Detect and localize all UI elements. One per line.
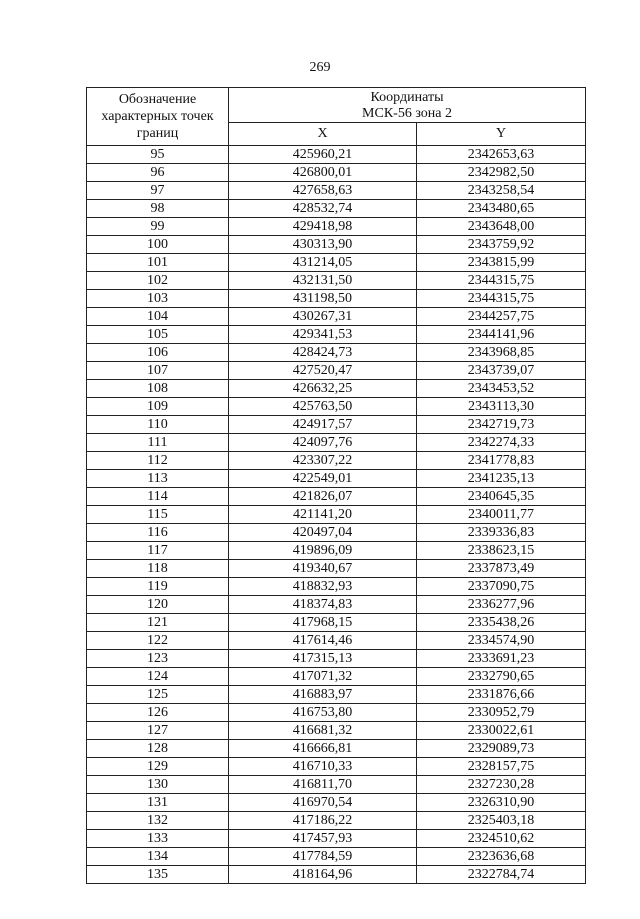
x-coordinate-cell: 416753,80 (229, 704, 417, 722)
point-number-cell: 110 (87, 416, 229, 434)
y-coordinate-cell: 2344257,75 (417, 308, 586, 326)
table-row (87, 398, 586, 416)
point-number-cell: 134 (87, 848, 229, 866)
y-coordinate-cell: 2337090,75 (417, 578, 586, 596)
point-number-cell: 113 (87, 470, 229, 488)
table-row (87, 668, 586, 686)
x-coordinate-cell: 416710,33 (229, 758, 417, 776)
point-number-cell: 102 (87, 272, 229, 290)
table-row (87, 542, 586, 560)
x-coordinate-cell: 421826,07 (229, 488, 417, 506)
y-coordinate-cell: 2340645,35 (417, 488, 586, 506)
y-coordinate-cell: 2337873,49 (417, 560, 586, 578)
table-row (87, 776, 586, 794)
x-coordinate-cell: 428532,74 (229, 200, 417, 218)
header-x: X (229, 123, 417, 146)
y-coordinate-cell: 2343739,07 (417, 362, 586, 380)
y-coordinate-cell: 2343815,99 (417, 254, 586, 272)
x-coordinate-cell: 424097,76 (229, 434, 417, 452)
point-number-cell: 111 (87, 434, 229, 452)
point-number-cell: 130 (87, 776, 229, 794)
x-coordinate-cell: 423307,22 (229, 452, 417, 470)
table-row (87, 218, 586, 236)
table-row (87, 146, 586, 164)
point-number-cell: 104 (87, 308, 229, 326)
table-row (87, 704, 586, 722)
table-row (87, 416, 586, 434)
point-number-cell: 112 (87, 452, 229, 470)
x-coordinate-cell: 417315,13 (229, 650, 417, 668)
y-coordinate-cell: 2342982,50 (417, 164, 586, 182)
x-coordinate-cell: 416811,70 (229, 776, 417, 794)
y-coordinate-cell: 2324510,62 (417, 830, 586, 848)
point-number-cell: 95 (87, 146, 229, 164)
table-row (87, 794, 586, 812)
table-row (87, 758, 586, 776)
point-number-cell: 132 (87, 812, 229, 830)
point-number-cell: 109 (87, 398, 229, 416)
y-coordinate-cell: 2344315,75 (417, 290, 586, 308)
x-coordinate-cell: 430267,31 (229, 308, 417, 326)
x-coordinate-cell: 424917,57 (229, 416, 417, 434)
table-row (87, 488, 586, 506)
header-y: Y (417, 123, 586, 146)
table-row (87, 200, 586, 218)
table-row (87, 848, 586, 866)
table-row (87, 290, 586, 308)
point-number-cell: 115 (87, 506, 229, 524)
table-row (87, 722, 586, 740)
table-row (87, 812, 586, 830)
table-row (87, 830, 586, 848)
table-row (87, 632, 586, 650)
y-coordinate-cell: 2330952,79 (417, 704, 586, 722)
point-number-cell: 118 (87, 560, 229, 578)
header-designation: Обозначение характерных точек границ (87, 88, 229, 146)
table-row (87, 866, 586, 884)
point-number-cell: 124 (87, 668, 229, 686)
point-number-cell: 116 (87, 524, 229, 542)
x-coordinate-cell: 431198,50 (229, 290, 417, 308)
header-coordinate-system: МСК-56 зона 2 (362, 105, 452, 121)
point-number-cell: 100 (87, 236, 229, 254)
table-row (87, 524, 586, 542)
y-coordinate-cell: 2343480,65 (417, 200, 586, 218)
x-coordinate-cell: 422549,01 (229, 470, 417, 488)
point-number-cell: 96 (87, 164, 229, 182)
x-coordinate-cell: 426800,01 (229, 164, 417, 182)
table-row (87, 614, 586, 632)
y-coordinate-cell: 2330022,61 (417, 722, 586, 740)
y-coordinate-cell: 2332790,65 (417, 668, 586, 686)
x-coordinate-cell: 416970,54 (229, 794, 417, 812)
table-row (87, 380, 586, 398)
table-row (87, 740, 586, 758)
point-number-cell: 106 (87, 344, 229, 362)
x-coordinate-cell: 421141,20 (229, 506, 417, 524)
y-coordinate-cell: 2344141,96 (417, 326, 586, 344)
y-coordinate-cell: 2328157,75 (417, 758, 586, 776)
y-coordinate-cell: 2323636,68 (417, 848, 586, 866)
y-coordinate-cell: 2343453,52 (417, 380, 586, 398)
table-row (87, 308, 586, 326)
x-coordinate-cell: 425960,21 (229, 146, 417, 164)
y-coordinate-cell: 2343258,54 (417, 182, 586, 200)
y-coordinate-cell: 2331876,66 (417, 686, 586, 704)
table-row (87, 236, 586, 254)
x-coordinate-cell: 417968,15 (229, 614, 417, 632)
table-row (87, 164, 586, 182)
x-coordinate-cell: 419340,67 (229, 560, 417, 578)
y-coordinate-cell: 2343968,85 (417, 344, 586, 362)
header-coordinates-title: Координаты (370, 89, 444, 105)
point-number-cell: 103 (87, 290, 229, 308)
point-number-cell: 127 (87, 722, 229, 740)
y-coordinate-cell: 2338623,15 (417, 542, 586, 560)
table-row (87, 578, 586, 596)
x-coordinate-cell: 425763,50 (229, 398, 417, 416)
y-coordinate-cell: 2335438,26 (417, 614, 586, 632)
x-coordinate-cell: 418832,93 (229, 578, 417, 596)
x-coordinate-cell: 417457,93 (229, 830, 417, 848)
x-coordinate-cell: 428424,73 (229, 344, 417, 362)
point-number-cell: 97 (87, 182, 229, 200)
table-row (87, 434, 586, 452)
point-number-cell: 105 (87, 326, 229, 344)
table-row (87, 182, 586, 200)
x-coordinate-cell: 417186,22 (229, 812, 417, 830)
point-number-cell: 107 (87, 362, 229, 380)
table-body (87, 146, 586, 884)
x-coordinate-cell: 429341,53 (229, 326, 417, 344)
table-row (87, 362, 586, 380)
table-row (87, 272, 586, 290)
point-number-cell: 98 (87, 200, 229, 218)
y-coordinate-cell: 2336277,96 (417, 596, 586, 614)
table-row (87, 326, 586, 344)
point-number-cell: 129 (87, 758, 229, 776)
point-number-cell: 126 (87, 704, 229, 722)
table-row (87, 596, 586, 614)
x-coordinate-cell: 429418,98 (229, 218, 417, 236)
x-coordinate-cell: 417071,32 (229, 668, 417, 686)
point-number-cell: 131 (87, 794, 229, 812)
y-coordinate-cell: 2333691,23 (417, 650, 586, 668)
y-coordinate-cell: 2342274,33 (417, 434, 586, 452)
x-coordinate-cell: 427520,47 (229, 362, 417, 380)
page-number: 269 (309, 60, 331, 75)
table-row (87, 650, 586, 668)
table-row (87, 254, 586, 272)
y-coordinate-cell: 2327230,28 (417, 776, 586, 794)
x-coordinate-cell: 417614,46 (229, 632, 417, 650)
coordinates-table (86, 87, 586, 884)
y-coordinate-cell: 2339336,83 (417, 524, 586, 542)
y-coordinate-cell: 2341235,13 (417, 470, 586, 488)
x-coordinate-cell: 430313,90 (229, 236, 417, 254)
point-number-cell: 101 (87, 254, 229, 272)
y-coordinate-cell: 2341778,83 (417, 452, 586, 470)
point-number-cell: 119 (87, 578, 229, 596)
x-coordinate-cell: 431214,05 (229, 254, 417, 272)
point-number-cell: 117 (87, 542, 229, 560)
x-coordinate-cell: 416681,32 (229, 722, 417, 740)
x-coordinate-cell: 416666,81 (229, 740, 417, 758)
table-row (87, 470, 586, 488)
y-coordinate-cell: 2325403,18 (417, 812, 586, 830)
y-coordinate-cell: 2343648,00 (417, 218, 586, 236)
y-coordinate-cell: 2340011,77 (417, 506, 586, 524)
point-number-cell: 99 (87, 218, 229, 236)
point-number-cell: 133 (87, 830, 229, 848)
point-number-cell: 121 (87, 614, 229, 632)
y-coordinate-cell: 2329089,73 (417, 740, 586, 758)
point-number-cell: 114 (87, 488, 229, 506)
x-coordinate-cell: 427658,63 (229, 182, 417, 200)
x-coordinate-cell: 416883,97 (229, 686, 417, 704)
point-number-cell: 123 (87, 650, 229, 668)
point-number-cell: 108 (87, 380, 229, 398)
point-number-cell: 128 (87, 740, 229, 758)
table-row (87, 506, 586, 524)
x-coordinate-cell: 426632,25 (229, 380, 417, 398)
x-coordinate-cell: 432131,50 (229, 272, 417, 290)
x-coordinate-cell: 417784,59 (229, 848, 417, 866)
header-coordinates (229, 88, 586, 123)
table-header (87, 88, 586, 146)
x-coordinate-cell: 418164,96 (229, 866, 417, 884)
y-coordinate-cell: 2322784,74 (417, 866, 586, 884)
y-coordinate-cell: 2344315,75 (417, 272, 586, 290)
x-coordinate-cell: 418374,83 (229, 596, 417, 614)
x-coordinate-cell: 420497,04 (229, 524, 417, 542)
x-coordinate-cell: 419896,09 (229, 542, 417, 560)
y-coordinate-cell: 2326310,90 (417, 794, 586, 812)
y-coordinate-cell: 2334574,90 (417, 632, 586, 650)
table-row (87, 560, 586, 578)
y-coordinate-cell: 2343113,30 (417, 398, 586, 416)
point-number-cell: 120 (87, 596, 229, 614)
y-coordinate-cell: 2342719,73 (417, 416, 586, 434)
y-coordinate-cell: 2342653,63 (417, 146, 586, 164)
table-row (87, 452, 586, 470)
y-coordinate-cell: 2343759,92 (417, 236, 586, 254)
point-number-cell: 122 (87, 632, 229, 650)
table-row (87, 686, 586, 704)
point-number-cell: 135 (87, 866, 229, 884)
table-row (87, 344, 586, 362)
point-number-cell: 125 (87, 686, 229, 704)
